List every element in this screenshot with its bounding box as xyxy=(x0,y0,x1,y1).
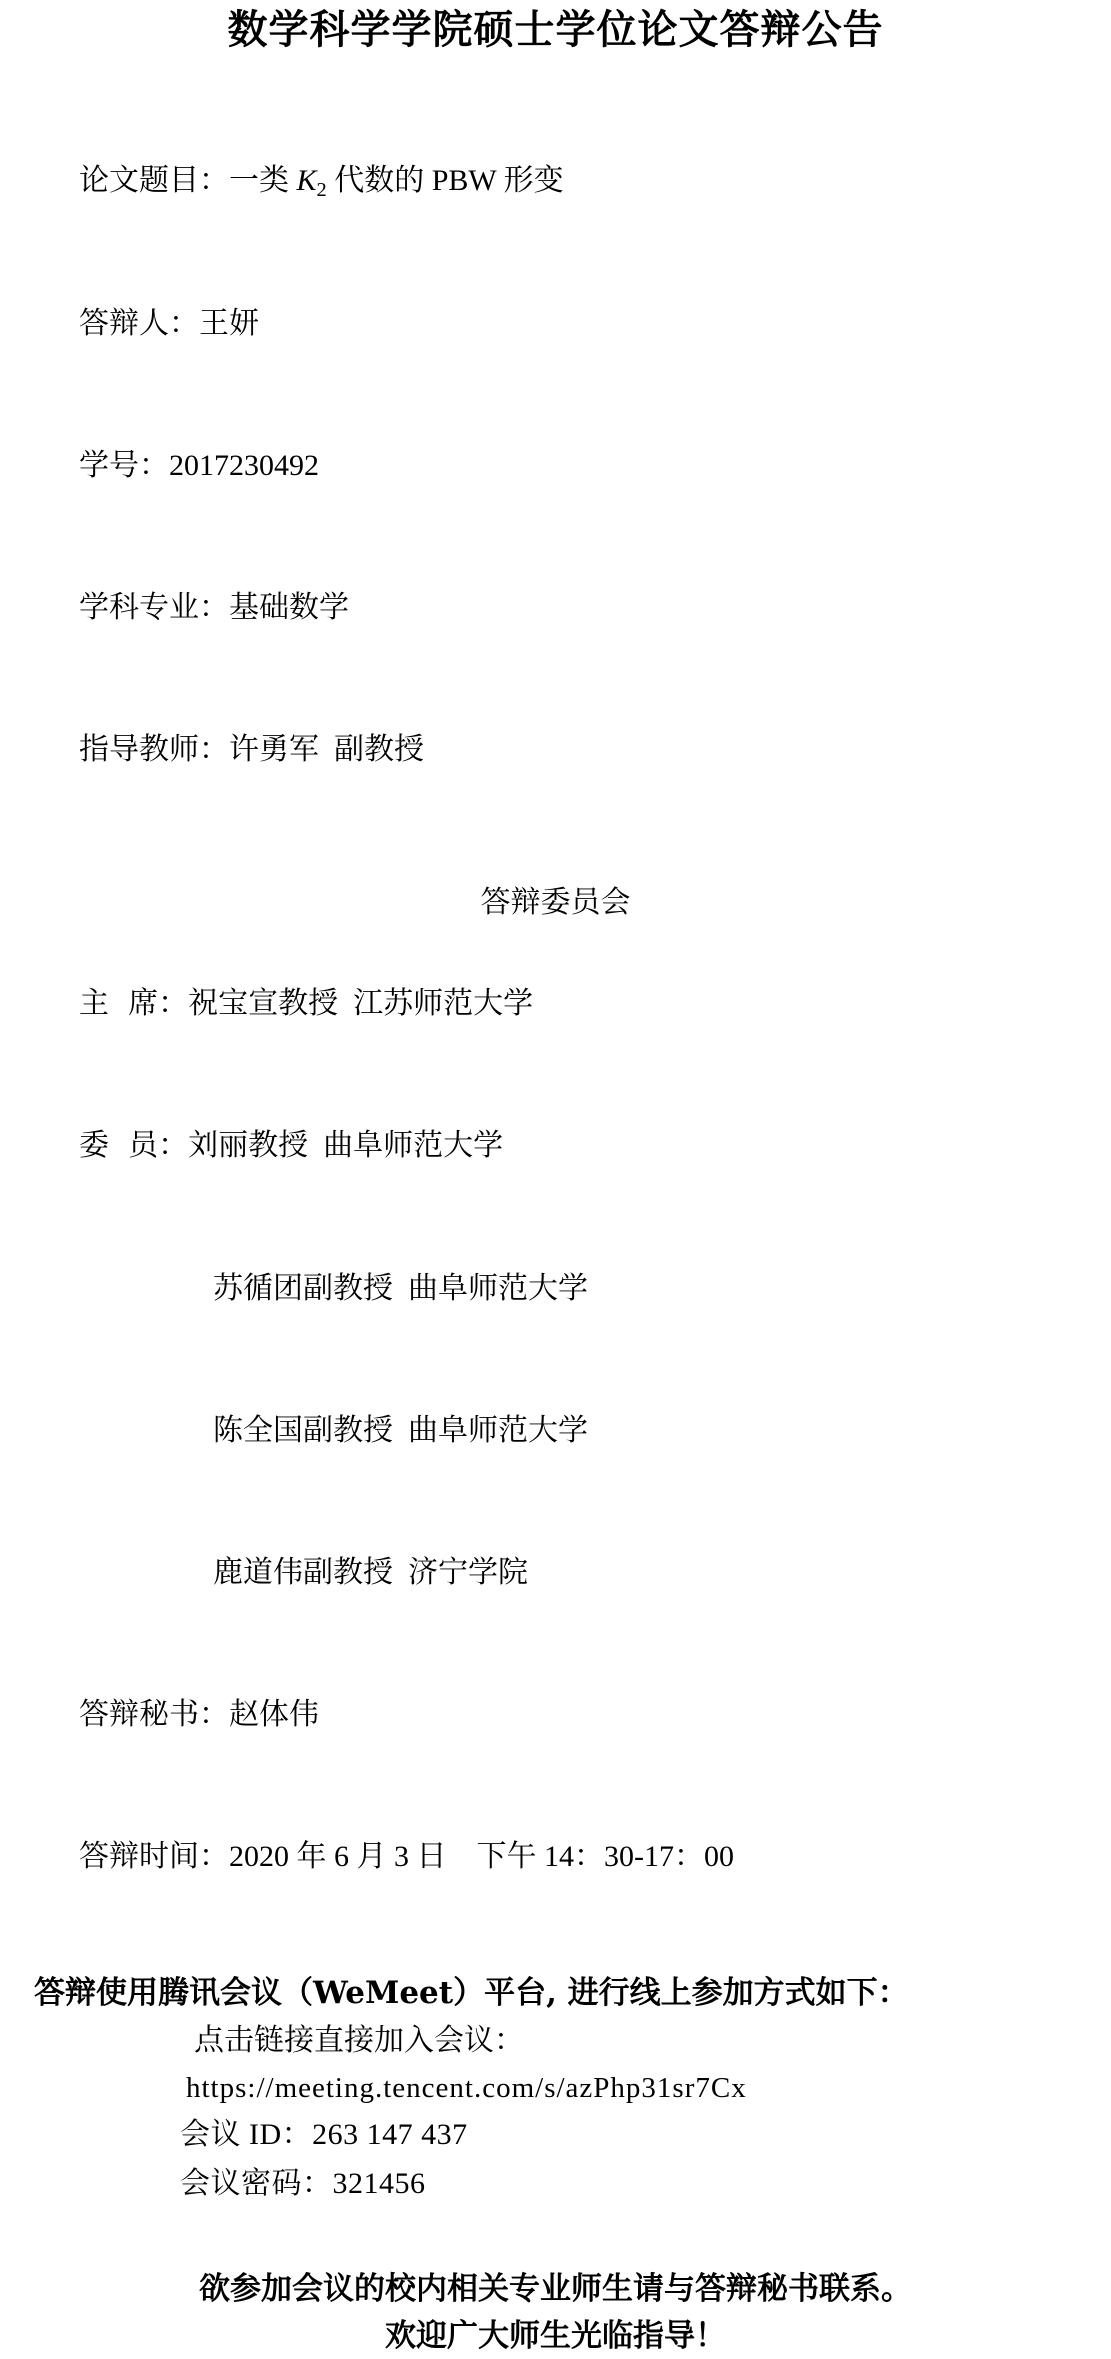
student-id-label: 学号： xyxy=(79,447,169,483)
defense-time-value: 2020 年 6 月 3 日 下午 14：30-17：00 xyxy=(229,1840,734,1874)
page-title: 数学科学学院硕士学位论文答辩公告 xyxy=(227,6,884,53)
committee-member-value: 刘丽教授 曲阜师范大学 xyxy=(188,1129,504,1163)
advisor-line xyxy=(34,679,1083,821)
meeting-platform-line: 答辩使用腾讯会议（WeMeet）平台, 进行线上参加方式如下： xyxy=(34,1975,909,2012)
committee-chair-label: 主 席： xyxy=(79,986,189,1022)
major-value: 基础数学 xyxy=(229,590,349,624)
secretary-label: 答辩秘书： xyxy=(79,1697,229,1733)
committee-heading: 答辩委员会 xyxy=(480,884,631,920)
thesis-title-line xyxy=(34,110,1083,252)
secretary-line xyxy=(34,1644,1083,1786)
thesis-title-subscript: 2 xyxy=(316,179,327,202)
committee-member-line xyxy=(34,1359,1083,1501)
committee-chair-value: 祝宝宣教授 江苏师范大学 xyxy=(188,987,534,1021)
major-label: 学科专业： xyxy=(79,589,229,625)
committee-member-value: 陈全国副教授 曲阜师范大学 xyxy=(213,1413,588,1447)
footer-contact-note: 欲参加会议的校内相关专业师生请与答辩秘书联系。 xyxy=(199,2271,912,2308)
defense-time-label: 答辩时间： xyxy=(79,1839,229,1875)
defender-line xyxy=(34,252,1083,394)
student-id-line xyxy=(34,394,1083,536)
meeting-join-hint: 点击链接直接加入会议： xyxy=(194,2023,524,2057)
committee-block xyxy=(28,933,1083,1928)
committee-members-label: 委 员： xyxy=(79,1128,189,1164)
thesis-title-label: 论文题目： xyxy=(79,163,229,199)
thesis-info-block xyxy=(28,110,1083,821)
student-id-value: 2017230492 xyxy=(169,448,319,482)
defense-time-line xyxy=(34,1786,1083,1928)
meeting-password: 会议密码：321456 xyxy=(180,2166,426,2200)
advisor-value: 许勇军 副教授 xyxy=(229,733,424,767)
thesis-title-variable: K xyxy=(296,164,317,198)
committee-member-value: 鹿道伟副教授 济宁学院 xyxy=(213,1555,528,1589)
defender-value: 王妍 xyxy=(199,306,259,340)
thesis-title-prefix: 一类 xyxy=(229,164,297,198)
committee-member-line xyxy=(34,1075,1083,1217)
committee-member-value: 苏循团副教授 曲阜师范大学 xyxy=(213,1271,588,1305)
footer-welcome-note: 欢迎广大师生光临指导！ xyxy=(385,2317,726,2354)
footer-block xyxy=(28,2266,1083,2359)
major-line xyxy=(34,537,1083,679)
committee-member-line xyxy=(34,1217,1083,1359)
committee-member-line xyxy=(34,1502,1083,1644)
meeting-block xyxy=(28,1970,1083,2208)
meeting-link[interactable]: https://meeting.tencent.com/s/azPhp31sr7Cx xyxy=(186,2071,747,2104)
defender-label: 答辩人： xyxy=(79,305,199,341)
meeting-id: 会议 ID：263 147 437 xyxy=(180,2117,468,2151)
secretary-value: 赵体伟 xyxy=(229,1698,319,1732)
announcement-page xyxy=(0,4,1111,2354)
thesis-title-suffix: 代数的 PBW 形变 xyxy=(326,164,564,198)
committee-chair-line xyxy=(34,933,1083,1075)
advisor-label: 指导教师： xyxy=(79,732,229,768)
